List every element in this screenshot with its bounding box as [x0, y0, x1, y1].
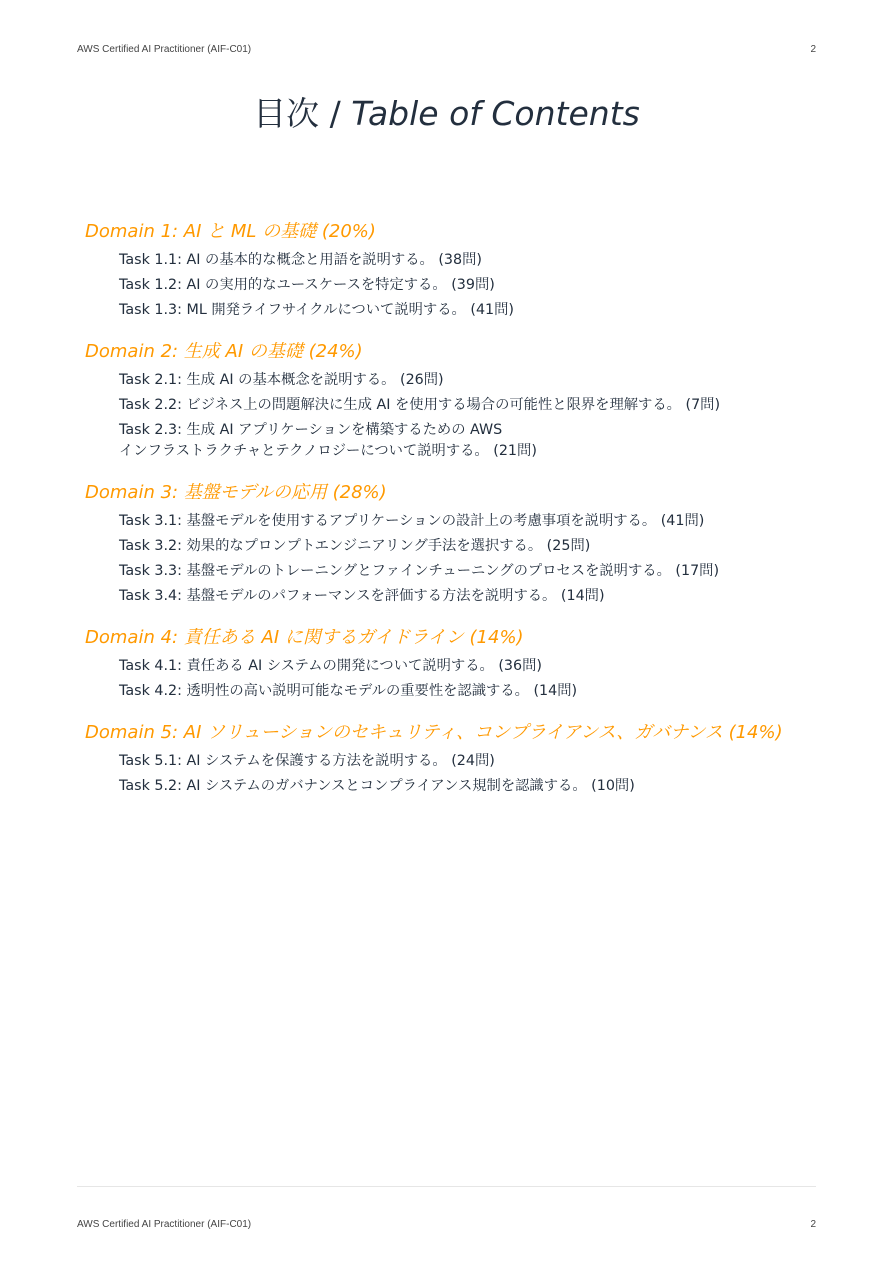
toc-task-entry[interactable]	[119, 681, 825, 702]
domain-section	[85, 479, 825, 607]
page-title	[0, 92, 893, 136]
toc-task-entry[interactable]	[119, 561, 825, 582]
running-footer	[77, 1219, 816, 1233]
toc-task-entry[interactable]	[119, 751, 825, 772]
toc-task-entry[interactable]	[119, 511, 825, 532]
footer-doc-title: AWS Certified AI Practitioner (AIF-C01)	[77, 1219, 252, 1230]
toc-task-line: Task 3.2: 効果的なプロンプトエンジニアリング手法を選択する。 (25問)	[119, 538, 591, 554]
domain-heading[interactable]: Domain 1: AI と ML の基礎 (20%)	[85, 221, 376, 242]
toc-task-entry[interactable]	[119, 300, 825, 321]
toc-task-entry[interactable]	[119, 395, 825, 416]
domain-section	[85, 624, 825, 702]
toc-task-line: Task 5.2: AI システムのガバナンスとコンプライアンス規制を認識する。 (10問)	[119, 778, 635, 794]
toc-task-line: Task 3.4: 基盤モデルのパフォーマンスを評価する方法を説明する。 (14問)	[119, 588, 605, 604]
toc-task-line: Task 1.2: AI の実用的なユースケースを特定する。 (39問)	[119, 277, 495, 293]
toc-task-entry[interactable]	[119, 250, 825, 271]
page-title-ja: 目次 /	[253, 94, 352, 133]
toc-task-entry[interactable]	[119, 536, 825, 557]
toc-task-entry[interactable]	[119, 275, 825, 296]
toc-task-line: Task 3.3: 基盤モデルのトレーニングとファインチューニングのプロセスを説明する。 (17問)	[119, 563, 720, 579]
domain-section	[85, 338, 825, 462]
domain-section	[85, 719, 825, 797]
toc-task-line: Task 4.2: 透明性の高い説明可能なモデルの重要性を認識する。 (14問)	[119, 683, 578, 699]
toc-task-entry[interactable]	[119, 586, 825, 607]
header-page-number: 2	[810, 44, 816, 55]
domain-heading[interactable]: Domain 5: AI ソリューションのセキュリティ、コンプライアンス、ガバナンス (14%)	[85, 722, 783, 743]
toc-task-entry[interactable]	[119, 420, 825, 462]
toc-task-line: Task 1.1: AI の基本的な概念と用語を説明する。 (38問)	[119, 252, 482, 268]
toc-task-line: Task 1.3: ML 開発ライフサイクルについて説明する。 (41問)	[119, 302, 515, 318]
running-header	[77, 44, 816, 58]
domain-heading[interactable]: Domain 2: 生成 AI の基礎 (24%)	[85, 341, 363, 362]
domain-heading[interactable]: Domain 4: 責任ある AI に関するガイドライン (14%)	[85, 627, 524, 648]
toc-task-entry[interactable]	[119, 656, 825, 677]
header-doc-title: AWS Certified AI Practitioner (AIF-C01)	[77, 44, 252, 55]
footer-divider	[77, 1186, 816, 1187]
footer-page-number: 2	[810, 1219, 816, 1230]
toc-task-line: Task 2.2: ビジネス上の問題解決に生成 AI を使用する場合の可能性と限界を理解する。 (7問)	[119, 397, 721, 413]
table-of-contents	[85, 218, 825, 814]
toc-task-entry[interactable]	[119, 776, 825, 797]
toc-task-line: インフラストラクチャとテクノロジーについて説明する。 (21問)	[119, 443, 537, 459]
domain-heading[interactable]: Domain 3: 基盤モデルの応用 (28%)	[85, 482, 387, 503]
toc-task-line: Task 2.3: 生成 AI アプリケーションを構築するための AWS	[119, 422, 503, 438]
toc-task-line: Task 3.1: 基盤モデルを使用するアプリケーションの設計上の考慮事項を説明する。 (41問)	[119, 513, 705, 529]
toc-task-line: Task 4.1: 責任ある AI システムの開発について説明する。 (36問)	[119, 658, 542, 674]
toc-task-line: Task 2.1: 生成 AI の基本概念を説明する。 (26問)	[119, 372, 444, 388]
toc-task-entry[interactable]	[119, 370, 825, 391]
toc-task-line: Task 5.1: AI システムを保護する方法を説明する。 (24問)	[119, 753, 495, 769]
domain-section	[85, 218, 825, 321]
page-title-en: Table of Contents	[351, 94, 640, 133]
